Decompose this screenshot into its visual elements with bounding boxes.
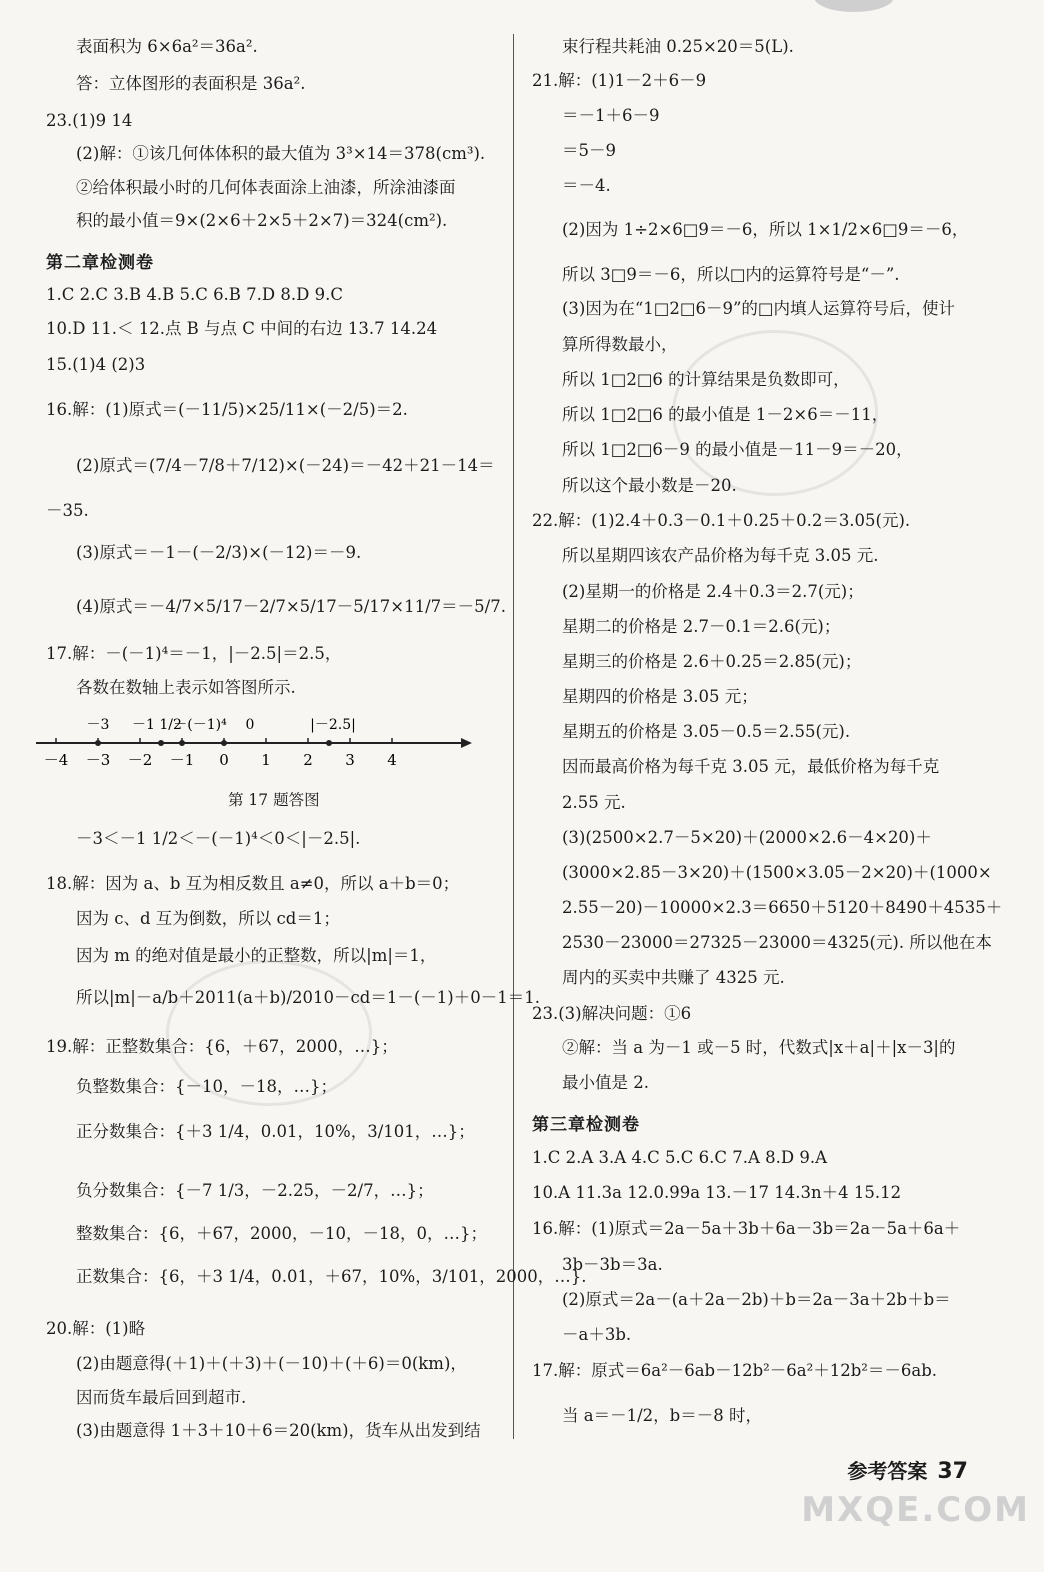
number-line-point-label: －1 1/2 (132, 717, 182, 733)
answer-line: (2)原式＝(7/4－7/8＋7/12)×(－24)＝－42＋21－14＝ (76, 456, 495, 475)
answer-line: 22.解：(1)2.4＋0.3－0.1＋0.25＋0.2＝3.05(元). (532, 511, 911, 530)
answer-line: 积的最小值＝9×(2×6＋2×5＋2×7)＝324(cm²). (76, 211, 448, 230)
number-line-point (179, 740, 185, 746)
column-divider (513, 34, 514, 1439)
answer-line: 星期二的价格是 2.7－0.1＝2.6(元)； (562, 617, 841, 636)
answer-line: 所以 1□2□6－9 的最小值是－11－9＝－20， (562, 440, 913, 459)
page-number: 37 (937, 1459, 968, 1484)
number-line-tick-label: 3 (345, 751, 355, 769)
answer-line: (2)星期一的价格是 2.4＋0.3＝2.7(元)； (562, 582, 864, 601)
answer-line: 最小值是 2. (562, 1073, 649, 1092)
answer-line: 所以 1□2□6 的最小值是 1－2×6＝－11， (562, 405, 889, 424)
answer-line: 19.解：正整数集合：{6，＋67，2000，…}； (46, 1037, 398, 1056)
answer-line: －a＋3b. (562, 1325, 632, 1344)
answer-line: 整数集合：{6，＋67，2000，－10，－18，0，…}； (76, 1224, 487, 1243)
number-line-arrow (461, 738, 472, 748)
number-line-point-label: 0 (245, 717, 255, 733)
answer-line: ＝5－9 (562, 141, 616, 160)
answer-line: (2)解：①该几何体体积的最大值为 3³×14＝378(cm³). (76, 144, 486, 163)
answer-line: 所以 3□9＝－6，所以□内的运算符号是“－”. (562, 265, 900, 284)
answer-line: 15.(1)4 (2)3 (46, 355, 146, 374)
answer-line: 所以这个最小数是－20. (562, 476, 737, 495)
corner-mark (814, 0, 894, 12)
watermark: MXQE.COM (801, 1490, 1030, 1530)
answer-line: 2.55－20)－10000×2.3＝6650＋5120＋8490＋4535＋ (562, 898, 1003, 917)
answer-line: 算所得数最小， (562, 335, 678, 354)
number-line-tick-label: －1 (169, 751, 195, 769)
answer-line: 3b－3b＝3a. (562, 1255, 663, 1274)
answer-line: 17.解：原式＝6a²－6ab－12b²－6a²＋12b²＝－6ab. (532, 1361, 938, 1380)
answer-line: 因而货车最后回到超市. (76, 1388, 247, 1407)
answer-line: 23.(3)解决问题：①6 (532, 1004, 692, 1023)
answer-line: 当 a＝－1/2，b＝－8 时， (562, 1406, 762, 1425)
answer-line: 1.C 2.A 3.A 4.C 5.C 6.C 7.A 8.D 9.A (532, 1148, 828, 1167)
answer-line: 17.解：－(－1)⁴＝－1，|－2.5|＝2.5， (46, 644, 342, 663)
answer-line: 星期三的价格是 2.6＋0.25＝2.85(元)； (562, 652, 862, 671)
number-line-tick-label: 4 (387, 751, 397, 769)
answer-line: (3)因为在“1□2□6－9”的□内填人运算符号后，使计 (562, 299, 956, 318)
answer-line: 因而最高价格为每千克 3.05 元，最低价格为每千克 (562, 757, 940, 776)
answer-line: ＝－1＋6－9 (562, 106, 660, 125)
answer-line: 10.A 11.3a 12.0.99a 13.－17 14.3n＋4 15.12 (532, 1183, 902, 1202)
number-line-tick-label: 0 (219, 751, 229, 769)
number-line-tick-label: －4 (43, 751, 69, 769)
answer-line: 各数在数轴上表示如答图所示. (76, 678, 296, 697)
answer-line: 16.解：(1)原式＝2a－5a＋3b＋6a－3b＝2a－5a＋6a＋ (532, 1219, 961, 1238)
answer-line: －3＜－1 1/2＜－(－1)⁴＜0＜|－2.5|. (76, 829, 361, 848)
figure-caption: 第 17 题答图 (228, 791, 320, 809)
answer-line: 18.解：因为 a、b 互为相反数且 a≠0，所以 a＋b＝0； (46, 874, 460, 893)
answer-line: 星期五的价格是 3.05－0.5＝2.55(元). (562, 722, 851, 741)
answer-line: 20.解：(1)略 (46, 1319, 146, 1338)
number-line-point (326, 740, 332, 746)
answer-line: 10.D 11.＜ 12.点 B 与点 C 中间的右边 13.7 14.24 (46, 319, 438, 338)
chapter-3-heading: 第三章检测卷 (532, 1115, 640, 1135)
answer-line: 因为 c、d 互为倒数，所以 cd＝1； (76, 909, 340, 928)
answer-line: (2)因为 1÷2×6□9＝－6，所以 1×1/2×6□9＝－6， (562, 220, 969, 239)
answer-line: (4)原式＝－4/7×5/17－2/7×5/17－5/17×11/7＝－5/7. (76, 597, 506, 616)
answer-line: (2)由题意得(＋1)＋(＋3)＋(－10)＋(＋6)＝0(km)， (76, 1354, 467, 1373)
answer-line: (2)原式＝2a－(a＋2a－2b)＋b＝2a－3a＋2b＋b＝ (562, 1290, 951, 1309)
footer-label: 参考答案 (847, 1459, 928, 1483)
answer-line: 束行程共耗油 0.25×20＝5(L). (562, 37, 794, 56)
answer-line: 答：立体图形的表面积是 36a². (76, 74, 306, 93)
chapter-2-heading: 第二章检测卷 (46, 253, 154, 273)
number-line-tick-label: －2 (127, 751, 153, 769)
answer-line: 周内的买卖中共赚了 4325 元. (562, 968, 785, 987)
answer-line: ＝－4. (562, 176, 611, 195)
answer-line: 2530－23000＝27325－23000＝4325(元). 所以他在本 (562, 933, 992, 952)
answer-line: －35. (46, 501, 89, 520)
number-line-point (221, 740, 227, 746)
answer-line: (3)由题意得 1＋3＋10＋6＝20(km)，货车从出发到结 (76, 1421, 481, 1440)
number-line-tick-label: －3 (85, 751, 111, 769)
number-line-figure (36, 708, 476, 778)
number-line-point (158, 740, 164, 746)
answer-line: ②给体积最小时的几何体表面涂上油漆，所涂油漆面 (76, 178, 456, 197)
number-line-tick-label: 2 (303, 751, 313, 769)
answer-line: (3)原式＝－1－(－2/3)×(－12)＝－9. (76, 543, 362, 562)
answer-line: ②解：当 a 为－1 或－5 时，代数式|x＋a|＋|x－3|的 (562, 1038, 956, 1057)
answer-line: 正分数集合：{＋3 1/4，0.01，10%，3/101，…}； (76, 1122, 475, 1141)
number-line-point-label: －(－1)⁴ (173, 717, 227, 733)
answer-line: 负整数集合：{－10，－18，…}； (76, 1077, 337, 1096)
answer-line: 1.C 2.C 3.B 4.B 5.C 6.B 7.D 8.D 9.C (46, 285, 343, 304)
page-footer (847, 1455, 968, 1484)
answer-line: 所以|m|－a/b＋2011(a＋b)/2010－cd＝1－(－1)＋0－1＝1. (76, 988, 540, 1007)
answer-line: 表面积为 6×6a²＝36a². (76, 37, 258, 56)
answer-line: 负分数集合：{－7 1/3，－2.25，－2/7，…}； (76, 1181, 434, 1200)
answer-line: 21.解：(1)1－2＋6－9 (532, 71, 707, 90)
answer-line: 2.55 元. (562, 793, 626, 812)
answer-line: 23.(1)9 14 (46, 111, 133, 130)
answer-line: 星期四的价格是 3.05 元； (562, 687, 758, 706)
number-line-point-label: |－2.5| (310, 717, 356, 733)
answer-line: (3)(2500×2.7－5×20)＋(2000×2.6－4×20)＋ (562, 828, 932, 847)
number-line-point (95, 740, 101, 746)
number-line-tick-label: 1 (261, 751, 271, 769)
answer-line: 因为 m 的绝对值是最小的正整数，所以|m|＝1， (76, 946, 437, 965)
number-line-point-label: －3 (86, 717, 110, 733)
answer-line: 正数集合：{6，＋3 1/4，0.01，＋67，10%，3/101，2000，…}. (76, 1267, 587, 1286)
answer-line: (3000×2.85－3×20)＋(1500×3.05－2×20)＋(1000× (562, 863, 992, 882)
answer-line: 所以 1□2□6 的计算结果是负数即可， (562, 370, 850, 389)
answer-line: 所以星期四该农产品价格为每千克 3.05 元. (562, 546, 879, 565)
answer-line: 16.解：(1)原式＝(－11/5)×25/11×(－2/5)＝2. (46, 400, 408, 419)
